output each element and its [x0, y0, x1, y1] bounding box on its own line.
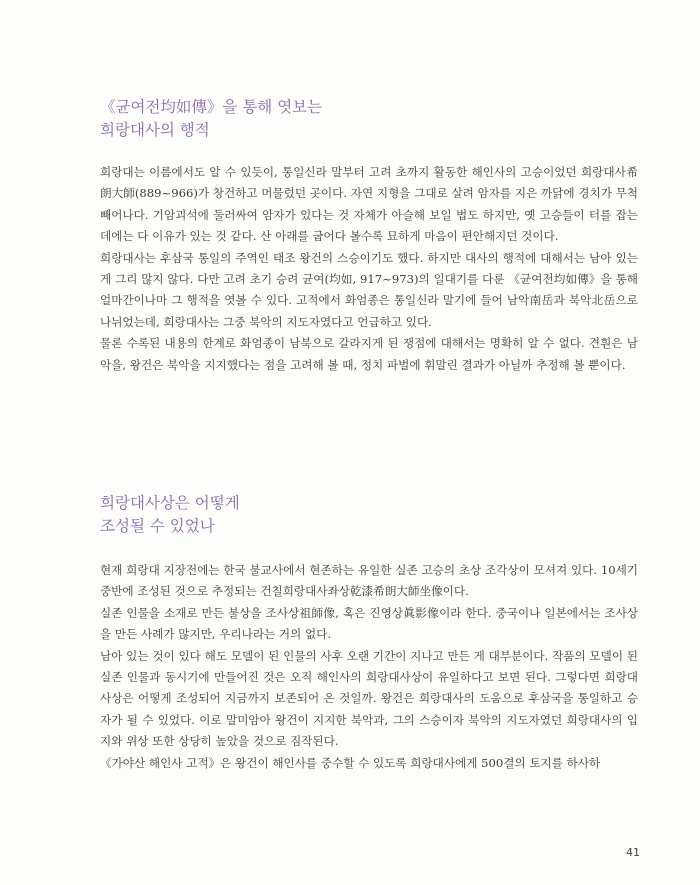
heading-line: 희랑대사상은 어떻게	[100, 494, 240, 512]
heading-line: 《균여전均如傳》을 통해 엿보는	[100, 98, 323, 116]
paragraph: 희랑대사는 후삼국 통일의 주역인 태조 왕건의 스승이기도 했다. 하지만 대사의 행적에 대해서는 남아 있는 게 그리 많지 않다. 다만 고려 초기 승려 균여(均如, 917~973)의 일대기를 다룬 《균여전均如傳》을 통해 얼마간이나마 그 행적을 엿볼 수 있다. 고적에서 화엄종은 통일신라 말기에 들어 남악南岳과 북악北岳으로 나뉘었는데, 희랑대사는 그중 북악의 지도자였다고 언급하고 있다.	[100, 250, 638, 329]
paragraph: 남아 있는 것이 있다 해도 모델이 된 인물의 사후 오랜 기간이 지나고 만든 게 대부분이다. 작품의 모델이 된 실존 인물과 동시기에 만들어진 것은 오직 해인사의 희랑대사상이 유일하다고 보면 된다. 그렇다면 희랑대사상은 어떻게 조성되어 지금까지 보존되어 온 것일까. 왕건은 희랑대사의 도움으로 후삼국을 통일하고 승자가 될 수 있었다. 이로 말미암아 왕건이 지지한 북악과, 그의 스승이자 북악의 지도자였던 희랑대사의 입지와 위상 또한 상당히 높았을 것으로 짐작된다.	[100, 648, 638, 749]
section-heading-1	[100, 96, 322, 142]
page-number: 41	[626, 846, 640, 859]
section-body-2	[100, 560, 638, 774]
paragraph: 희랑대는 이름에서도 알 수 있듯이, 통일신라 말부터 고려 초까지 활동한 해인사의 고승이었던 희랑대사希朗大師(889~966)가 창건하고 머물렀던 곳이다. 자연 지형을 그대로 살려 암자를 지은 까닭에 경치가 무척 빼어나다. 기암괴석에 둘러싸여 암자가 있다는 것 자체가 아슬해 보일 법도 하지만, 옛 고승들이 터를 잡는 데에는 다 이유가 있는 것 같다. 산 아래를 굽어다 볼수록 묘하게 마음이 편안해지던 것이다.	[100, 165, 638, 244]
section-heading-2	[100, 492, 240, 538]
paragraph: 현재 희랑대 지장전에는 한국 불교사에서 현존하는 유일한 실존 고승의 초상 조각상이 모셔져 있다. 10세기 중반에 조성된 것으로 추정되는 건칠희랑대사좌상乾漆希朗大師坐像이다.	[100, 563, 638, 599]
heading-line: 조성될 수 있었나	[100, 517, 215, 535]
heading-line: 희랑대사의 행적	[100, 121, 210, 139]
paragraph: 물론 수록된 내용의 한계로 화엄종이 남북으로 갈라지게 된 쟁점에 대해서는 명확히 알 수 없다. 견훤은 남악을, 왕건은 북악을 지지했다는 점을 고려해 볼 때, 정치 파벌에 휘말린 결과가 아닐까 추정해 볼 뿐이다.	[100, 336, 638, 372]
paragraph: 실존 인물을 소재로 만든 불상을 조사상祖師像, 혹은 진영상眞影像이라 한다. 중국이나 일본에서는 조사상을 만든 사례가 많지만, 우리나라는 거의 없다.	[100, 605, 638, 642]
paragraph: 《가야산 해인사 고적》은 왕건이 해인사를 중수할 수 있도록 희랑대사에게 500결의 토지를 하사하	[100, 755, 601, 770]
section-body-1	[100, 162, 638, 376]
